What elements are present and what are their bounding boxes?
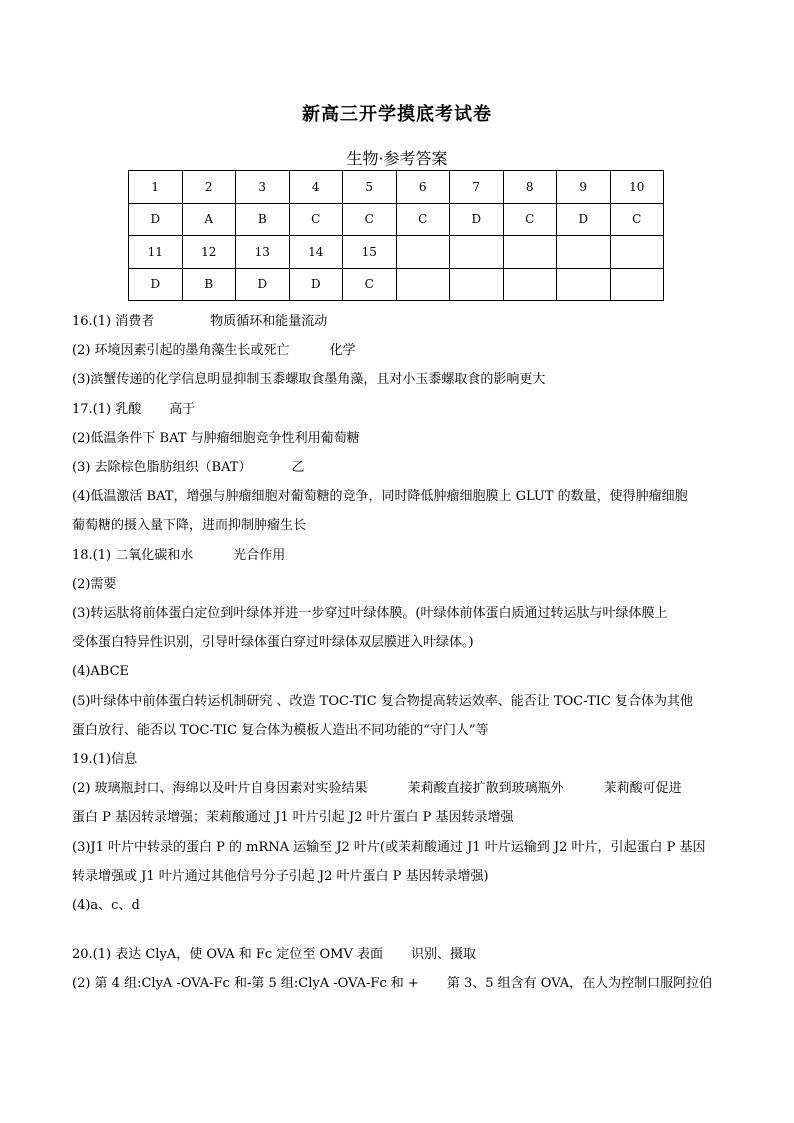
table-cell [610, 268, 664, 301]
answer-line [72, 940, 724, 969]
answer-line [72, 307, 724, 336]
table-cell: 15 [343, 236, 397, 269]
table-cell: C [343, 268, 397, 301]
table-cell: D [557, 203, 611, 236]
table-cell: 9 [557, 171, 611, 204]
table-cell: 14 [289, 236, 343, 269]
answer-line: (4)低温激活 BAT，增强与肿瘤细胞对葡萄糖的竞争，同时降低肿瘤细胞膜上 GLUT 的数量，使得肿瘤细胞 [72, 489, 688, 505]
table-cell: 4 [289, 171, 343, 204]
table-cell: 13 [236, 236, 290, 269]
table-cell: 10 [610, 171, 664, 204]
table-cell [396, 268, 450, 301]
table-cell: D [236, 268, 290, 301]
table-cell: D [289, 268, 343, 301]
answer-line: (4)ABCE [72, 664, 130, 680]
table-cell: B [236, 203, 290, 236]
table-cell: 6 [396, 171, 450, 204]
answer-text: 乙 [291, 460, 305, 476]
table-cell: C [503, 203, 557, 236]
answer-text: 17.(1) 乳酸 [72, 401, 142, 417]
answer-text: 16.(1) 消费者 [72, 314, 155, 329]
table-cell: C [343, 203, 397, 236]
answer-line [72, 395, 724, 424]
table-row [129, 236, 664, 269]
answer-line: (3)J1 叶片中转录的蛋白 P 的 mRNA 运输至 J2 叶片(或茉莉酸通过 J1 叶片运输到 J2 叶片，引起蛋白 P 基因 [72, 839, 706, 855]
answer-text: 20.(1) 表达 ClyA，使 OVA 和 Fc 定位至 OMV 表面 [72, 947, 383, 963]
table-cell [450, 236, 504, 269]
answer-text: 物质循环和能量流动 [210, 314, 328, 329]
table-row [129, 268, 664, 301]
answer-text: 18.(1) 二氧化碳和水 [72, 547, 194, 563]
table-cell: 7 [450, 171, 504, 204]
table-cell: 3 [236, 171, 290, 204]
answer-line: 转录增强或 J1 叶片通过其他信号分子引起 J2 叶片蛋白 P 基因转录增强) [72, 868, 489, 884]
answer-line [72, 336, 724, 365]
answer-text: (2) 玻璃瓶封口、海绵以及叶片自身因素对实验结果 [72, 781, 368, 797]
answer-text: 化学 [329, 343, 356, 359]
table-row [129, 203, 664, 236]
answer-line [72, 453, 724, 482]
answer-line: 葡萄糖的摄入量下降，进而抑制肿瘤生长 [72, 518, 307, 534]
answer-text: (3) 去除棕色脂肪组织（BAT） [72, 460, 252, 476]
answer-text: 第 3、5 组含有 OVA，在人为控制口服阿拉伯 [446, 976, 713, 992]
page-title: 新高三开学摸底考试卷 [302, 104, 492, 125]
table-cell [396, 236, 450, 269]
answer-text: 茉莉酸直接扩散到玻璃瓶外 [407, 781, 564, 797]
table-cell [503, 236, 557, 269]
answer-line: (5)叶绿体中前体蛋白转运机制研究 、改造 TOC-TIC 复合物提高转运效率、能否让 TOC-TIC 复合体为其他 [72, 693, 693, 709]
answer-text: 识别、摄取 [410, 947, 476, 963]
page-subtitle: 生物·参考答案 [346, 149, 448, 168]
table-cell [503, 268, 557, 301]
answer-line: 蛋白放行、能否以 TOC-TIC 复合体为模板人造出不同功能的“守门人”等 [72, 722, 489, 738]
answer-text: 茉莉酸可促进 [603, 781, 682, 797]
table-cell: 8 [503, 171, 557, 204]
answer-line: 蛋白 P 基因转录增强；茉莉酸通过 J1 叶片引起 J2 叶片蛋白 P 基因转录增强 [72, 810, 514, 826]
answer-text: (2) 环境因素引起的墨角藻生长或死亡 [72, 343, 290, 359]
answer-line: (2)需要 [72, 576, 117, 592]
table-row [129, 171, 664, 204]
answer-line: 19.(1)信息 [72, 752, 138, 768]
answer-line: (4)a、c、d [72, 898, 140, 914]
table-cell: 12 [182, 236, 236, 269]
table-cell: B [182, 268, 236, 301]
table-cell [557, 236, 611, 269]
table-cell: C [396, 203, 450, 236]
table-cell: D [450, 203, 504, 236]
table-cell: A [182, 203, 236, 236]
table-cell: D [129, 268, 183, 301]
answer-line: 受体蛋白特异性识别，引导叶绿体蛋白穿过叶绿体双层膜进入叶绿体。) [72, 635, 474, 651]
answer-line [72, 774, 724, 803]
table-cell: C [610, 203, 664, 236]
table-cell: 1 [129, 171, 183, 204]
answer-line [72, 969, 724, 998]
spacer [72, 920, 724, 940]
table-cell: D [129, 203, 183, 236]
answer-key-table [128, 170, 664, 301]
answer-line: (3)滨蟹传递的化学信息明显抑制玉黍螺取食墨角藻，且对小玉黍螺取食的影响更大 [72, 372, 546, 388]
table-cell [610, 236, 664, 269]
answer-section [72, 307, 724, 999]
answer-line: (2)低温条件下 BAT 与肿瘤细胞竞争性利用葡萄糖 [72, 430, 360, 446]
answer-line: (3)转运肽将前体蛋白定位到叶绿体并进一步穿过叶绿体膜。(叶绿体前体蛋白质通过转运肽与叶绿体膜上 [72, 606, 668, 622]
table-cell: 2 [182, 171, 236, 204]
answer-line [72, 541, 724, 570]
answer-text: 高于 [169, 401, 196, 417]
table-cell: 11 [129, 236, 183, 269]
table-cell [450, 268, 504, 301]
table-cell: C [289, 203, 343, 236]
answer-text: 光合作用 [233, 547, 286, 563]
table-cell: 5 [343, 171, 397, 204]
answer-text: (2) 第 4 组:ClyA -OVA-Fc 和-第 5 组:ClyA -OVA-Fc 和 + [72, 976, 419, 992]
table-cell [557, 268, 611, 301]
